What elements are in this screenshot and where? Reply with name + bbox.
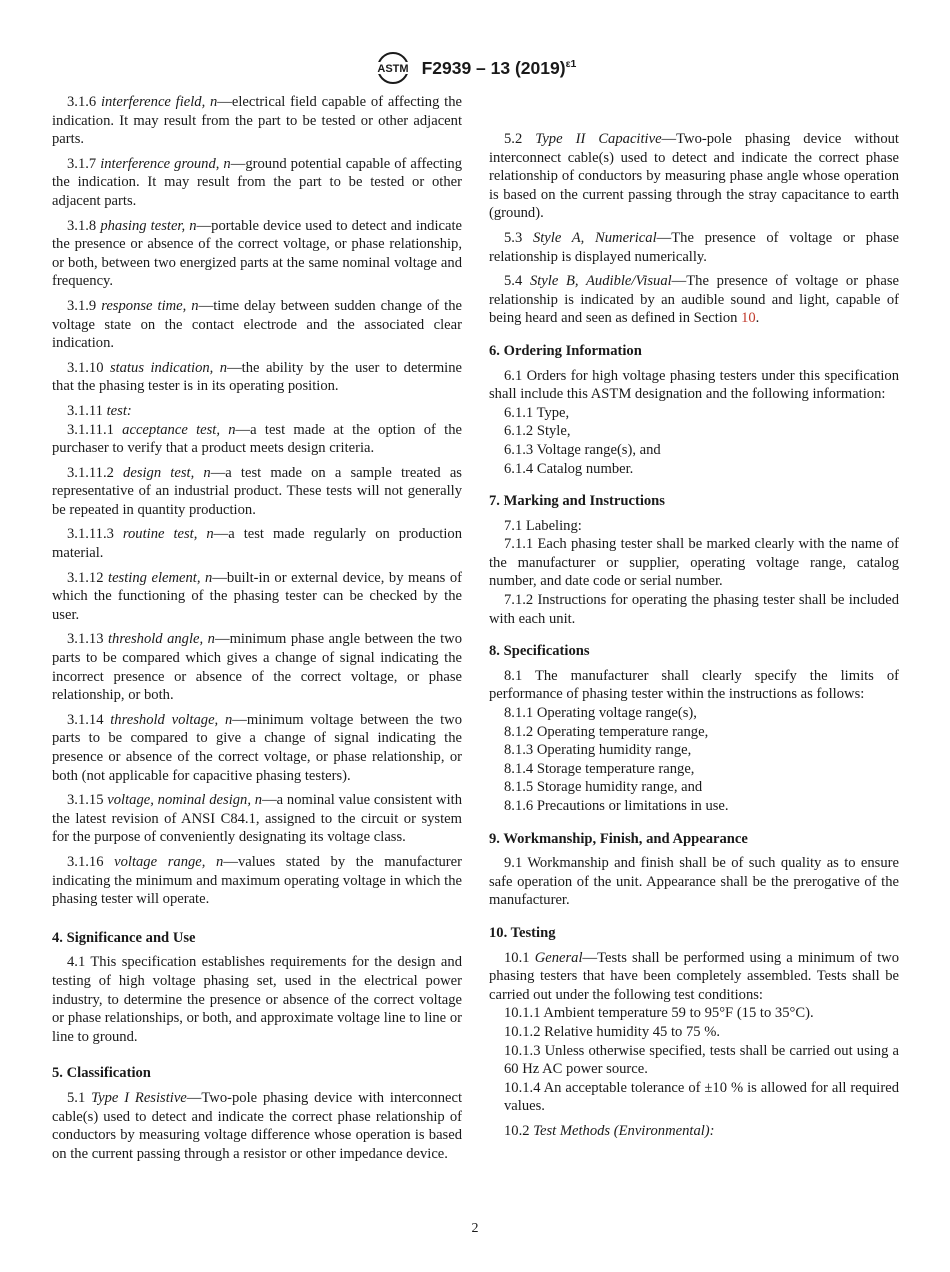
definition-3-1-11-1: 3.1.11.1 acceptance test, n—a test made at the option of the purchaser to verify that a product meets design criteria.: [52, 421, 463, 457]
paragraph-9-1: 9.1 Workmanship and finish shall be of such quality as to ensure safe operation of the unit. Appearance shall be the prerogative of the manufacturer.: [489, 855, 899, 909]
section-10-heading: 10. Testing: [489, 924, 556, 941]
paragraph-6-1: 6.1 Orders for high voltage phasing testers under this specification shall include this ASTM designation and the following information:: [489, 367, 899, 403]
section-7-heading: 7. Marking and Instructions: [489, 493, 665, 510]
page-number: 2: [471, 1221, 479, 1236]
list-item: 6.1.2 Style,: [504, 423, 571, 440]
section-6-heading: 6. Ordering Information: [489, 342, 642, 359]
definition-3-1-12: 3.1.12 testing element, n—built-in or external device, by means of which the functioning of the phasing tester can be checked by the user.: [52, 569, 462, 623]
definition-3-1-7: 3.1.7 interference ground, n—ground potential capable of affecting the indication. It may result from the part to be tested or other adjacent parts.: [52, 155, 463, 209]
list-item: 8.1.6 Precautions or limitations in use.: [504, 798, 729, 814]
list-item: 10.1.1 Ambient temperature 59 to 95°F (15 to 35°C).: [504, 1005, 814, 1022]
left-column: [52, 93, 462, 1169]
definition-3-1-15: 3.1.15 voltage, nominal design, n—a nominal value consistent with the latest revision of ANSI C84.1, assigned to the circuit or system for the purpose of conveniently designating its voltage class.: [52, 792, 462, 846]
paragraph-7-1: 7.1 Labeling:: [504, 517, 582, 534]
section-4-heading: 4. Significance and Use: [52, 929, 196, 946]
logo-text: ASTM: [376, 63, 409, 75]
list-item: 6.1.1 Type,: [504, 404, 570, 421]
epsilon-superscript: ε1: [565, 57, 577, 70]
list-item: 6.1.3 Voltage range(s), and: [504, 441, 661, 458]
definition-3-1-14: 3.1.14 threshold voltage, n—minimum voltage between the two parts to be compared to give a change of signal indicating the presence or absence of the correct voltage, or phase relationship, or both (not applicable for capacitive phasing testers).: [52, 711, 462, 784]
section-8-heading: 8. Specifications: [489, 643, 590, 660]
definition-3-1-16: 3.1.16 voltage range, n—values stated by the manufacturer indicating the minimum and maximum operating voltage in which the phasing tester will operate.: [52, 853, 462, 908]
paragraph-10-1: 10.1 General—Tests shall be performed using a minimum of two phasing testers that have been completely assembled. Tests shall be carried out under the following test conditions:: [489, 949, 899, 1003]
list-item: 10.1.3 Unless otherwise specified, tests shall be carried out using a 60 Hz AC power source.: [504, 1042, 899, 1078]
list-item: 6.1.4 Catalog number.: [504, 460, 634, 477]
list-item: 8.1.5 Storage humidity range, and: [504, 779, 703, 796]
paragraph-7-1-1: 7.1.1 Each phasing tester shall be marked clearly with the name of the manufacturer or supplier, operating voltage range, catalog number, and date code or serial number.: [489, 536, 899, 590]
definition-3-1-9: 3.1.9 response time, n—time delay between sudden change of the voltage state on the contact electrode and the associated clear indication.: [52, 297, 462, 352]
list-item: 10.1.4 An acceptable tolerance of ±10 % is allowed for all required values.: [504, 1079, 899, 1115]
paragraph-5-3: 5.3 Style A, Numerical—The presence of voltage or phase relationship is displayed numerically.: [489, 229, 899, 265]
paragraph-5-4: 5.4 Style B, Audible/Visual—The presence of voltage or phase relationship is indicated by an audible sound and light, capable of being heard and seen as defined in Section 10.: [489, 273, 899, 327]
list-item: 8.1.2 Operating temperature range,: [504, 723, 709, 740]
definition-3-1-13: 3.1.13 threshold angle, n—minimum phase angle between the two parts to be compared which gives a change of signal indicating the incorrect presence or absence of the correct voltage, or phase relationship, or both.: [52, 631, 462, 704]
paragraph-5-1: 5.1 Type I Resistive—Two-pole phasing device with interconnect cable(s) used to detect and indicate the correct phase relationship of conductors by measuring voltage difference whose operation is based on the current passing through a resistor or other impedance device.: [52, 1089, 463, 1162]
definition-3-1-11: 3.1.11 test:: [67, 402, 132, 419]
section-9-heading: 9. Workmanship, Finish, and Appearance: [489, 830, 748, 847]
definition-3-1-6: 3.1.6 interference field, n—electrical field capable of affecting the indication. It may result from the part to be tested or other adjacent parts.: [52, 94, 462, 148]
list-item: 10.1.2 Relative humidity 45 to 75 %.: [504, 1023, 721, 1040]
paragraph-10-2: 10.2 Test Methods (Environmental):: [504, 1122, 715, 1139]
list-item: 8.1.1 Operating voltage range(s),: [504, 705, 697, 722]
section-5-heading: 5. Classification: [52, 1065, 151, 1082]
paragraph-4-1: 4.1 This specification establishes requirements for the design and testing of high voltage phasing set, used in the electrical power industry, to determine the presence or absence of the correct voltage or phase relationships, or both, and approximate voltage line to line or line to ground.: [52, 954, 462, 1045]
paragraph-7-1-2: 7.1.2 Instructions for operating the phasing tester shall be included with each unit.: [489, 592, 899, 627]
document-designation: F2939 – 13 $(2019)^{\varepsilon 1}$: [421, 57, 577, 78]
paragraph-8-1: 8.1 The manufacturer shall clearly specify the limits of performance of phasing tester within the instructions as follows:: [489, 667, 899, 703]
definition-3-1-11-2: 3.1.11.2 design test, n—a test made on a sample treated as representative of an industrial product. These tests will not generally be repeated in quantity production.: [52, 464, 462, 518]
list-item: 8.1.3 Operating humidity range,: [504, 742, 692, 759]
definition-3-1-8: 3.1.8 phasing tester, n—portable device used to detect and indicate the presence or absence of the correct voltage, or phase relationship, or both, between two energized parts at the same nominal voltage and frequency.: [52, 217, 463, 290]
definition-3-1-11-3: 3.1.11.3 routine test, n—a test made regularly on production material.: [52, 526, 463, 562]
definition-3-1-10: 3.1.10 status indication, n—the ability by the user to determine that the phasing tester is in its operating position.: [52, 359, 463, 395]
astm-logo-icon: [374, 50, 412, 86]
list-item: 8.1.4 Storage temperature range,: [504, 760, 695, 777]
section-10-link[interactable]: 10: [741, 310, 756, 327]
paragraph-5-2: 5.2 Type II Capacitive—Two-pole phasing device without interconnect cable(s) used to detect and indicate the correct phase relationship of conductors by measuring phase angle whose operation is based on the current passing through the stray capacitance to earth (ground).: [489, 131, 899, 222]
right-column: [489, 93, 899, 1147]
page-header: [0, 50, 950, 86]
